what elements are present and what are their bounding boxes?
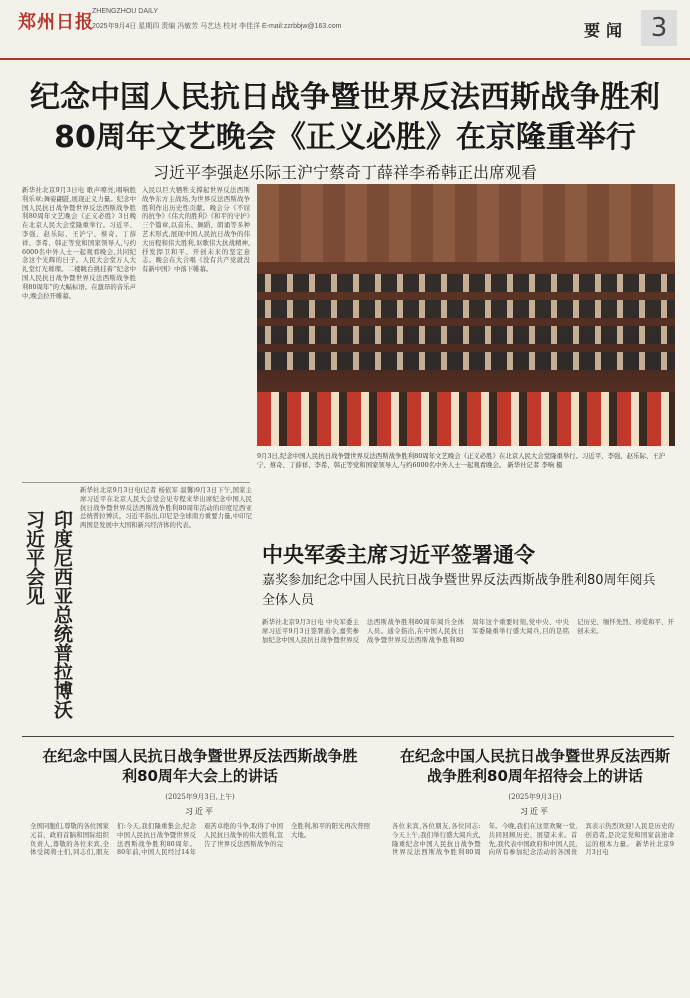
speech-right-date: (2025年9月3日) [508,793,562,801]
speech-right-author: 习近平 [520,807,550,816]
photo-stage [257,184,675,262]
photo-children-row [257,392,675,446]
meeting-headline-col1: 习近平会见 [23,510,45,605]
page-number: 3 [641,10,677,46]
lead-headline [20,78,670,158]
speech-left-author: 习近平 [185,807,215,816]
issue-meta: 2025年9月4日 星期四 责编 冯敏芳 马艺达 校对 李佳洋 E-mail:zzrbbjw@163.com [92,23,342,30]
lead-photo [257,184,675,446]
cmc-subhead: 嘉奖参加纪念中国人民抗日战争暨世界反法西斯战争胜利80周年阅兵全体人员 [262,573,656,608]
lead-article-col1: 新华社北京9月3日电 歌声嘹亮,唱响胜利乐章;舞姿翩跹,展现正义力量。纪念中国人民抗日战争暨世界反法西斯战争胜利80周年文艺晚会《正义必胜》3日晚在北京人民大会堂隆重举行。习近平、李强、赵乐际、王沪宁、蔡奇、丁薛祥、李希、韩正等党和国家领导人,与约6000名中外人士一起观看晚会,共同纪念这个光辉的日子。人民大会堂万人大礼堂灯光璀璨。二楼眺台挑挂着“纪念中国人民抗日战争暨世界反法西斯战争胜利80周年”的大幅标语。在激昂的音乐声中,晚会拉开帷幕。 [22,186,136,300]
lead-headline-line1: 纪念中国人民抗日战争暨世界反法西斯战争胜利 [30,80,660,115]
speech-right-body: 各位来宾,各位朋友,各位同志:今天上午,我们举行盛大阅兵式,隆重纪念中国人民抗日战争暨世界反法西斯战争胜利80周年。今晚,我们在这里欢聚一堂,共同回顾历史、展望未来。首先,我代表中国政府和中国人民,向所有参加纪念活动的各国贵宾表示热烈欢迎!人民是历史的创造者,是决定党和国家前途命运的根本力量。 新华社北京9月3日电 [392,822,674,857]
photo-audience-row [257,274,675,292]
lead-article-col2: 入民以巨大牺牲支撑起世界反法西斯战争东方主战场,为世界反法西斯战争胜利作出历史性贡献。晚会分《不屈的抗争》《伟大的胜利》《和平的守护》三个篇章,以音乐、舞蹈、朗诵等多种艺术形式,展现中国人民抗日战争的伟大历程和伟大胜利,讴歌伟大抗战精神,抒发捍卫和平、开创未来的坚定意志。晚会在大合唱《没有共产党就没有新中国》中落下帷幕。 [142,186,250,274]
speech-left-date: (2025年9月3日,上午) [165,793,235,801]
speech-left-body: 全国同胞们,尊敬的各位国家元首、政府首脑和国际组织负责人,尊敬的各位来宾,全体受阅将士们,同志们,朋友们:今天,我们隆重集会,纪念中国人民抗日战争暨世界反法西斯战争胜利80周年。80年前,中国人民经过14年艰苦卓绝的斗争,取得了中国人民抗日战争的伟大胜利,宣告了世界反法西斯战争的完全胜利,和平的阳光再次普照大地。 [30,822,370,857]
lead-headline-line2: 80周年文艺晚会《正义必胜》在京隆重举行 [54,120,636,155]
divider [22,482,250,483]
section-title: 要闻 [584,21,629,40]
photo-audience-row [257,326,675,344]
newspaper-logo: 郑州日报 [18,12,94,33]
cmc-headline: 中央军委主席习近平签署通令 [262,543,535,567]
meeting-article: 新华社北京9月3日电(记者 杨依军 温馨)9月3日下午,国家主席习近平在北京人民大会堂会见专程来华出席纪念中国人民抗日战争暨世界反法西斯战争胜利80周年活动的印度尼西亚总统普拉博沃。习近平指出,印尼是全球南方重要力量,中印尼两国是发展中大国和新兴经济体的代表。 [80,486,252,530]
newspaper-logo-subtitle: ZHENGZHOU DAILY [92,8,158,15]
lead-subhead: 习近平李强赵乐际王沪宁蔡奇丁薛祥李希韩正出席观看 [152,163,537,182]
speech-right-title: 在纪念中国人民抗日战争暨世界反法西斯战争胜利80周年招待会上的讲话 [400,747,671,785]
photo-caption: 9月3日,纪念中国人民抗日战争暨世界反法西斯战争胜利80周年文艺晚会《正义必胜》在北京人民大会堂隆重举行。习近平、李强、赵乐际、王沪宁、蔡奇、丁薛祥、李希、韩正等党和国家领导人,与约6000名中外人士一起观看晚会。 新华社记者 李响 摄 [257,452,666,469]
speech-left-title: 在纪念中国人民抗日战争暨世界反法西斯战争胜利80周年大会上的讲话 [42,747,358,785]
meeting-headline-col2: 印度尼西亚总统普拉博沃 [51,510,73,719]
cmc-article: 新华社北京9月3日电 中央军委主席习近平9月3日签署通令,嘉奖参加纪念中国人民抗日战争暨世界反法西斯战争胜利80周年阅兵全体人员。通令指出,在中国人民抗日战争暨世界反法西斯战争胜利80周年这个重要时刻,党中央、中央军委隆重举行盛大阅兵,目的是铭记历史、缅怀先烈、珍爱和平、开创未来。 [262,618,674,644]
photo-audience-row [257,300,675,318]
masthead [0,0,690,60]
divider [22,736,674,737]
photo-audience-row [257,352,675,370]
